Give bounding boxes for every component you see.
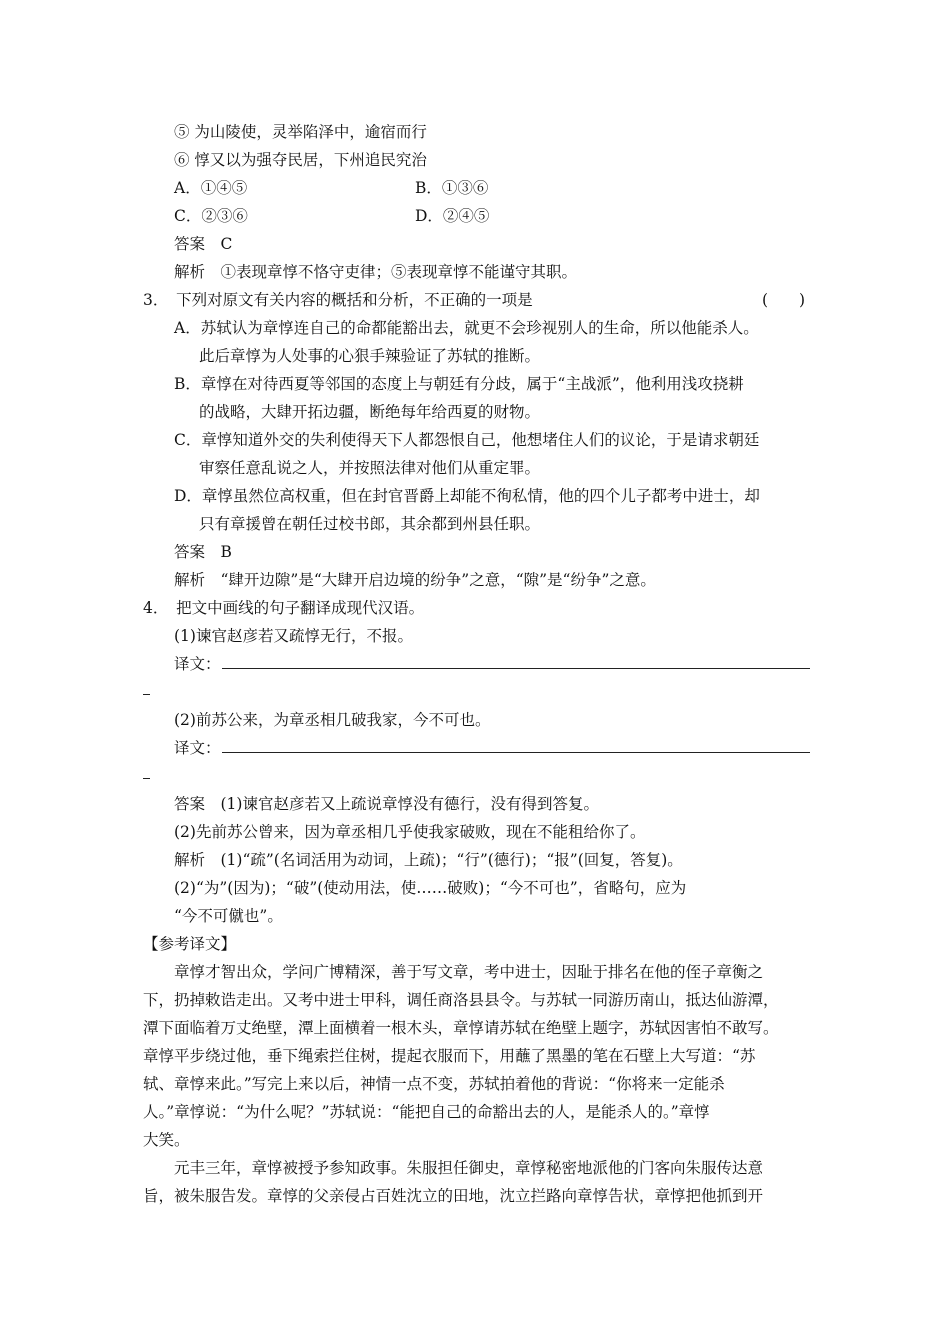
reference-p1-line: 章惇才智出众，学问广博精深，善于写文章，考中进士，因耻于排名在他的侄子章衡之	[143, 963, 764, 981]
reference-p1-line: 潭下面临着万丈绝壁，潭上面横着一根木头，章惇请苏轼在绝壁上题字，苏轼因害怕不敢写。	[143, 1019, 779, 1037]
q4-stem: 4． 把文中画线的句子翻译成现代汉语。	[143, 599, 425, 617]
q4-answer-2: (2)先前苏公曾来，因为章丞相几乎使我家破败，现在不能租给你了。	[174, 823, 646, 841]
q4-translation-label-1: 译文：	[174, 655, 221, 673]
q2-item-5: ⑤ 为山陵使，灵举陷泽中，逾宿而行	[174, 123, 427, 141]
q2-analysis: 解析 ①表现章惇不恪守吏律；⑤表现章惇不能谨守其职。	[174, 263, 578, 281]
q3-answer-bracket: ( )	[762, 291, 806, 309]
q3-stem: 3． 下列对原文有关内容的概括和分析，不正确的一项是	[143, 291, 533, 309]
q4-sentence-2: (2)前苏公来，为章丞相几破我家，今不可也。	[174, 711, 491, 729]
q2-item-6: ⑥ 惇又以为强夺民居，下州追民究治	[174, 151, 427, 169]
q4-translation-blank-1[interactable]	[222, 668, 810, 669]
q4-translation-blank-2[interactable]	[222, 752, 810, 753]
q2-answer: 答案 C	[174, 235, 233, 253]
q3-option-a-line1: A．苏轼认为章惇连自己的命都能豁出去，就更不会珍视别人的生命，所以他能杀人。	[174, 319, 759, 337]
reference-p2-line: 元丰三年，章惇被授予参知政事。朱服担任御史，章惇秘密地派他的门客向朱服传达意	[143, 1159, 764, 1177]
reference-p1-line: 大笑。	[143, 1131, 190, 1149]
q4-analysis-3: “今不可僦也”。	[174, 907, 283, 925]
q3-option-a-line2: 此后章惇为人处事的心狠手辣验证了苏轼的推断。	[199, 347, 541, 365]
reference-p1-line: 章惇平步绕过他，垂下绳索拦住树，提起衣服而下，用蘸了黑墨的笔在石壁上大写道：“苏	[143, 1047, 756, 1065]
q3-option-c-line2: 审察任意乱说之人，并按照法律对他们从重定罪。	[199, 459, 541, 477]
q3-answer: 答案 B	[174, 543, 232, 561]
q3-option-b-line1: B．章惇在对待西夏等邻国的态度上与朝廷有分歧，属于“主战派”，他利用浅攻挠耕	[174, 375, 744, 393]
q2-option-c: C．②③⑥	[174, 207, 248, 225]
q3-analysis: 解析 “肆开边隙”是“大肆开启边境的纷争”之意，“隙”是“纷争”之意。	[174, 571, 656, 589]
q3-option-d-line2: 只有章援曾在朝任过校书郎，其余都到州县任职。	[199, 515, 541, 533]
reference-p1-line: 下，扔掉敕诰走出。又考中进士甲科，调任商洛县县令。与苏轼一同游历南山，抵达仙游潭，	[143, 991, 779, 1009]
q2-option-a: A．①④⑤	[174, 179, 248, 197]
reference-p2-line: 旨，被朱服告发。章惇的父亲侵占百姓沈立的田地，沈立拦路向章惇告状，章惇把他抓到开	[143, 1187, 764, 1205]
q4-blank-continuation-2	[143, 778, 150, 779]
q4-sentence-1: (1)谏官赵彦若又疏惇无行，不报。	[174, 627, 413, 645]
q3-option-c-line1: C．章惇知道外交的失利使得天下人都怨恨自己，他想堵住人们的议论，于是请求朝廷	[174, 431, 760, 449]
reference-heading: 【参考译文】	[143, 935, 237, 953]
q2-option-d: D．②④⑤	[415, 207, 490, 225]
q4-blank-continuation-1	[143, 694, 150, 695]
q4-answer-1: 答案 (1)谏官赵彦若又上疏说章惇没有德行，没有得到答复。	[174, 795, 599, 813]
q3-option-b-line2: 的战略，大肆开拓边疆，断绝每年给西夏的财物。	[199, 403, 541, 421]
reference-p1-line: 人。”章惇说：“为什么呢？”苏轼说：“能把自己的命豁出去的人，是能杀人的。”章惇	[143, 1103, 710, 1121]
q4-analysis-1: 解析 (1)“疏”(名词活用为动词，上疏)；“行”(德行)；“报”(回复，答复)。	[174, 851, 683, 869]
reference-p1-line: 轼、章惇来此。”写完上来以后，神情一点不变，苏轼拍着他的背说：“你将来一定能杀	[143, 1075, 725, 1093]
q4-translation-label-2: 译文：	[174, 739, 221, 757]
q3-option-d-line1: D．章惇虽然位高权重，但在封官晋爵上却能不徇私情，他的四个儿子都考中进士，却	[174, 487, 760, 505]
q2-option-b: B．①③⑥	[415, 179, 489, 197]
q4-analysis-2: (2)“为”(因为)；“破”(使动用法，使……破败)；“今不可也”，省略句，应为	[174, 879, 687, 897]
